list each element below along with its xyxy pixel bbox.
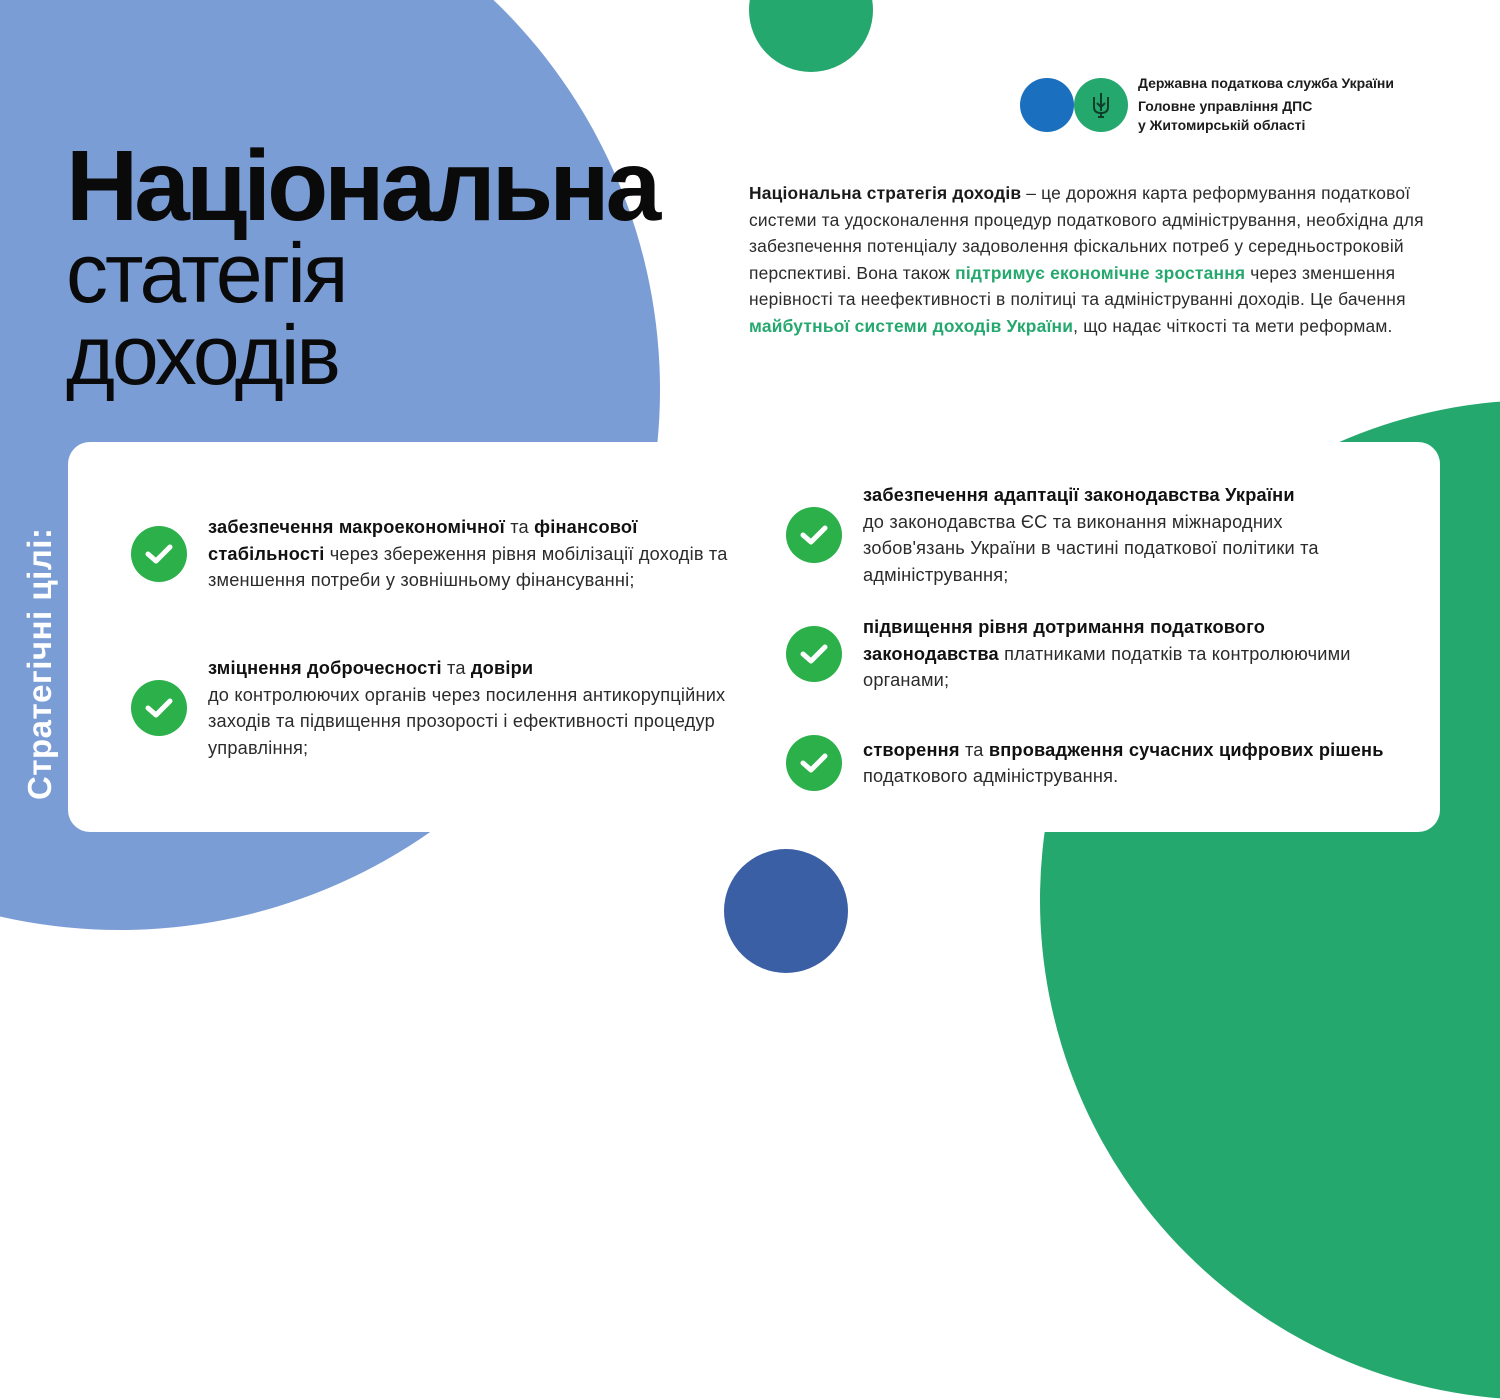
desc-text-1: – це дорожня карта реформування податкової системи та удосконалення процедур податкового адміністрування, необхідна для забезпечення потенціалу задоволення фіскальних потреб у середньостроковій перспективі. Вона також — [749, 183, 1424, 283]
goal-item — [131, 514, 728, 594]
desc-highlight-2: майбутньої системи доходів України — [749, 315, 1074, 336]
goal-bold: забезпечення макроекономічної — [208, 517, 505, 537]
logo-line-2: Головне управління ДПС — [1138, 98, 1313, 114]
goal-bold: впровадження сучасних цифрових рішень — [988, 739, 1384, 760]
page-title — [66, 130, 658, 402]
checkmark-icon — [786, 507, 842, 563]
goal-text — [863, 614, 1383, 694]
desc-highlight-1: підтримує економічне зростання — [955, 262, 1246, 283]
goal-plain: платниками податків та контролюючими органами; — [863, 643, 1351, 690]
logo-blue-circle — [1020, 78, 1074, 132]
goal-plain: та — [504, 517, 535, 537]
goal-plain: через збереження рівня мобілізації доходів та зменшення потреби у зовнішньому фінансуванні; — [208, 543, 728, 590]
desc-text-2: через зменшення нерівності та неефективності в політиці та адмініструванні доходів. Це бачення — [749, 262, 1406, 310]
goals-label: Стратегічні цілі: — [21, 527, 58, 800]
trident-icon — [1074, 78, 1128, 132]
goal-plain: та — [959, 739, 989, 760]
goal-plain: податкового адміністрування. — [863, 766, 1119, 786]
checkmark-icon — [131, 526, 187, 582]
desc-bold: Національна стратегія доходів — [749, 183, 1022, 203]
title-line-3: доходів — [66, 308, 339, 402]
goal-text — [208, 514, 728, 594]
desc-text-3: , що надає чіткості та мети реформам. — [1073, 315, 1393, 336]
blue-bottom-dot — [724, 849, 848, 973]
goal-bold: підвищення рівня дотримання податкового законодавства — [863, 617, 1266, 664]
goal-plain: до законодавства ЄС та виконання міжнародних зобов'язань України в частині податкової політики та адміністрування; — [863, 511, 1319, 585]
goal-plain: до контролюючих органів через посилення антикорупційних заходів та підвищення прозорості і ефективності процедур управління; — [208, 684, 726, 758]
checkmark-icon — [786, 626, 842, 682]
strategy-description — [749, 180, 1469, 340]
logo-line-1: Державна податкова служба України — [1138, 75, 1394, 91]
goal-text — [208, 655, 748, 761]
checkmark-icon — [131, 680, 187, 736]
green-top-dot — [749, 0, 873, 72]
title-line-2: статегія — [66, 226, 346, 320]
goal-item — [131, 655, 748, 761]
goal-bold: забезпечення адаптації законодавства України — [863, 485, 1295, 505]
goal-text — [863, 737, 1403, 790]
goal-item — [786, 735, 1403, 791]
goal-bold: зміцнення доброчесності — [208, 658, 442, 678]
goal-bold: довіри — [470, 658, 534, 678]
checkmark-icon — [786, 735, 842, 791]
goal-item — [786, 482, 1383, 588]
dps-logo — [1020, 74, 1394, 135]
logo-line-3: у Житомирській області — [1138, 117, 1306, 133]
goal-plain: та — [441, 658, 471, 678]
goal-text — [863, 482, 1383, 588]
goal-item — [786, 614, 1383, 694]
goal-bold: фінансової стабільності — [208, 517, 638, 564]
goal-bold: створення — [863, 739, 960, 760]
title-line-1: Національна — [66, 130, 658, 242]
